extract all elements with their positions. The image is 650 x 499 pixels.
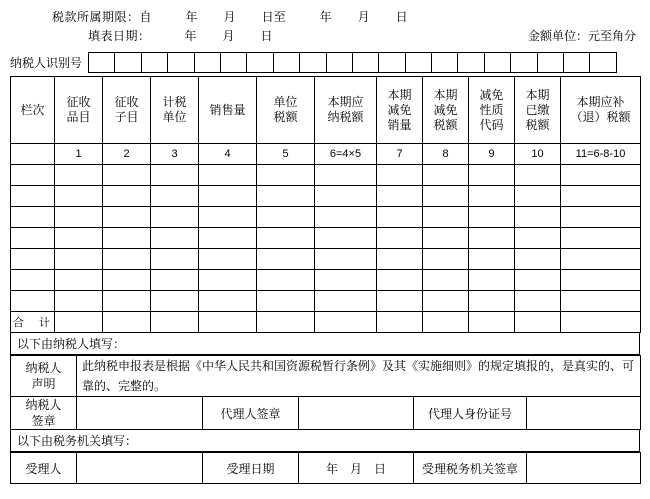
total-cell[interactable] xyxy=(561,312,641,333)
column-number-cell: 7 xyxy=(377,144,423,165)
col-header-4: 销售量 xyxy=(199,77,257,144)
taxpayer-id-cell[interactable] xyxy=(485,53,511,72)
receive-date-label: 受理日期 xyxy=(203,453,299,484)
period-year1-label: 年 xyxy=(185,10,198,24)
taxpayer-id-cell[interactable] xyxy=(458,53,484,72)
col-header-7: 本期 减免 销量 xyxy=(377,77,423,144)
table-cell[interactable] xyxy=(469,228,515,249)
col-header-6: 本期应 纳税额 xyxy=(315,77,377,144)
col-header-9: 减免 性质 代码 xyxy=(469,77,515,144)
form-header xyxy=(10,8,640,50)
column-number-cell: 2 xyxy=(103,144,151,165)
col-header-1: 征收 品目 xyxy=(55,77,103,144)
table-cell[interactable] xyxy=(515,186,561,207)
period-year2-label: 年 xyxy=(319,10,332,24)
table-cell[interactable] xyxy=(423,228,469,249)
table-cell[interactable] xyxy=(515,207,561,228)
table-cell[interactable] xyxy=(469,249,515,270)
column-number-cell: 5 xyxy=(257,144,315,165)
table-cell[interactable] xyxy=(55,249,103,270)
table-cell[interactable] xyxy=(561,228,641,249)
fill-day-label: 日 xyxy=(260,29,273,43)
authority-section-note: 以下由税务机关填写： xyxy=(10,430,640,452)
total-cell[interactable] xyxy=(151,312,199,333)
table-cell[interactable] xyxy=(561,249,641,270)
table-cell[interactable] xyxy=(55,291,103,312)
receive-authority-label: 受理税务机关签章 xyxy=(414,453,527,484)
table-cell[interactable] xyxy=(55,207,103,228)
total-label: 合 计 xyxy=(11,312,55,333)
table-cell[interactable] xyxy=(423,249,469,270)
col-header-11: 本期应补 （退）税额 xyxy=(561,77,641,144)
table-cell[interactable] xyxy=(257,228,315,249)
table-cell[interactable] xyxy=(257,165,315,186)
agent-id-label: 代理人身份证号 xyxy=(414,397,527,430)
receive-date-field[interactable]: 年 月 日 xyxy=(299,453,414,484)
total-cell[interactable] xyxy=(377,312,423,333)
table-cell[interactable] xyxy=(315,249,377,270)
receiver-label: 受理人 xyxy=(11,453,77,484)
total-cell[interactable] xyxy=(257,312,315,333)
table-cell[interactable] xyxy=(377,291,423,312)
table-cell[interactable] xyxy=(103,249,151,270)
taxpayer-id-cell[interactable] xyxy=(142,53,168,72)
taxpayer-id-cell[interactable] xyxy=(168,53,194,72)
table-cell[interactable] xyxy=(151,186,199,207)
table-cell[interactable] xyxy=(103,228,151,249)
table-cell[interactable] xyxy=(199,291,257,312)
table-cell[interactable] xyxy=(315,270,377,291)
total-cell[interactable] xyxy=(515,312,561,333)
total-row xyxy=(11,312,641,333)
table-cell[interactable] xyxy=(469,165,515,186)
table-cell[interactable] xyxy=(423,165,469,186)
table-cell[interactable] xyxy=(423,291,469,312)
table-cell[interactable] xyxy=(561,186,641,207)
table-row xyxy=(11,249,641,270)
table-cell[interactable] xyxy=(151,291,199,312)
column-number-cell: 3 xyxy=(151,144,199,165)
col-header-10: 本期 已缴 税额 xyxy=(515,77,561,144)
table-cell[interactable] xyxy=(423,186,469,207)
col-header-5: 单位 税额 xyxy=(257,77,315,144)
table-cell[interactable] xyxy=(469,291,515,312)
column-number-cell xyxy=(11,144,55,165)
table-row xyxy=(11,270,641,291)
table-cell[interactable] xyxy=(151,207,199,228)
taxpayer-section-note: 以下由纳税人填写： xyxy=(10,333,640,355)
period-label: 税款所属期限： xyxy=(52,10,140,24)
table-cell[interactable] xyxy=(377,165,423,186)
table-row xyxy=(11,207,641,228)
fill-date-label: 填表日期： xyxy=(88,29,151,43)
table-cell[interactable] xyxy=(257,249,315,270)
table-cell[interactable] xyxy=(561,291,641,312)
table-cell[interactable] xyxy=(315,228,377,249)
receiver-field[interactable] xyxy=(77,453,203,484)
column-number-cell: 10 xyxy=(515,144,561,165)
table-cell[interactable] xyxy=(11,165,55,186)
column-number-cell: 8 xyxy=(423,144,469,165)
taxpayer-id-label: 纳税人识别号 xyxy=(10,56,83,70)
table-cell[interactable] xyxy=(377,249,423,270)
table-cell[interactable] xyxy=(199,228,257,249)
table-cell[interactable] xyxy=(199,186,257,207)
column-number-row xyxy=(11,144,641,165)
period-day2-label: 日 xyxy=(395,10,408,24)
taxpayer-id-cell[interactable] xyxy=(353,53,379,72)
period-row xyxy=(10,8,640,27)
taxpayer-id-cell[interactable] xyxy=(379,53,405,72)
agent-signature-field[interactable] xyxy=(299,397,414,430)
table-row xyxy=(11,186,641,207)
fill-date-row xyxy=(10,27,640,46)
table-cell[interactable] xyxy=(151,270,199,291)
receive-authority-field[interactable] xyxy=(527,453,641,484)
table-cell[interactable] xyxy=(11,291,55,312)
declaration-row xyxy=(11,356,641,397)
total-cell[interactable] xyxy=(315,312,377,333)
table-row xyxy=(11,165,641,186)
period-month2-label: 月 xyxy=(357,10,370,24)
taxpayer-id-cell[interactable] xyxy=(247,53,273,72)
col-header-3: 计税 单位 xyxy=(151,77,199,144)
table-cell[interactable] xyxy=(11,186,55,207)
table-cell[interactable] xyxy=(11,270,55,291)
total-cell[interactable] xyxy=(103,312,151,333)
table-cell[interactable] xyxy=(103,270,151,291)
agent-signature-label: 代理人签章 xyxy=(203,397,299,430)
table-cell[interactable] xyxy=(103,186,151,207)
taxpayer-id-cell[interactable] xyxy=(327,53,353,72)
table-cell[interactable] xyxy=(469,207,515,228)
total-cell[interactable] xyxy=(199,312,257,333)
table-cell[interactable] xyxy=(55,228,103,249)
table-cell[interactable] xyxy=(377,270,423,291)
table-cell[interactable] xyxy=(199,207,257,228)
table-cell[interactable] xyxy=(257,186,315,207)
taxpayer-id-cell[interactable] xyxy=(432,53,458,72)
taxpayer-id-cell[interactable] xyxy=(538,53,564,72)
table-cell[interactable] xyxy=(515,249,561,270)
table-cell[interactable] xyxy=(469,270,515,291)
table-cell[interactable] xyxy=(151,249,199,270)
taxpayer-id-cell[interactable] xyxy=(406,53,432,72)
table-cell[interactable] xyxy=(199,249,257,270)
column-number-cell: 6=4×5 xyxy=(315,144,377,165)
fill-month-label: 月 xyxy=(222,29,235,43)
agent-id-field[interactable] xyxy=(527,397,641,430)
table-cell[interactable] xyxy=(515,270,561,291)
taxpayer-id-input[interactable] xyxy=(88,52,617,73)
table-cell[interactable] xyxy=(55,270,103,291)
column-number-cell: 1 xyxy=(55,144,103,165)
table-cell[interactable] xyxy=(515,165,561,186)
table-row xyxy=(11,228,641,249)
table-cell[interactable] xyxy=(151,228,199,249)
taxpayer-id-cell[interactable] xyxy=(89,53,115,72)
declaration-text: 此纳税申报表是根据《中华人民共和国资源税暂行条例》及其《实施细则》的规定填报的，是真实的、可靠的、完整的。 xyxy=(77,356,641,397)
taxpayer-id-cell[interactable] xyxy=(115,53,141,72)
amount-unit-label: 金额单位：元至角分 xyxy=(527,29,636,43)
table-cell[interactable] xyxy=(377,186,423,207)
table-cell[interactable] xyxy=(11,207,55,228)
taxpayer-id-cell[interactable] xyxy=(590,53,616,72)
table-cell[interactable] xyxy=(199,270,257,291)
table-cell[interactable] xyxy=(199,165,257,186)
column-number-cell: 11=6-8-10 xyxy=(561,144,641,165)
col-header-2: 征收 子目 xyxy=(103,77,151,144)
taxpayer-declaration-table xyxy=(10,355,641,430)
table-cell[interactable] xyxy=(55,165,103,186)
taxpayer-id-cell[interactable] xyxy=(300,53,326,72)
table-cell[interactable] xyxy=(11,228,55,249)
taxpayer-id-cell[interactable] xyxy=(221,53,247,72)
total-cell[interactable] xyxy=(469,312,515,333)
period-from-label: 自 xyxy=(139,10,152,24)
table-cell[interactable] xyxy=(103,291,151,312)
authority-row xyxy=(11,453,641,484)
authority-table xyxy=(10,452,641,484)
table-cell[interactable] xyxy=(11,249,55,270)
taxpayer-signature-label: 纳税人 签章 xyxy=(11,397,77,430)
table-cell[interactable] xyxy=(515,228,561,249)
table-cell[interactable] xyxy=(423,207,469,228)
taxpayer-id-cell[interactable] xyxy=(195,53,221,72)
table-cell[interactable] xyxy=(151,165,199,186)
taxpayer-id-cell[interactable] xyxy=(564,53,590,72)
tax-items-table xyxy=(10,76,641,333)
table-cell[interactable] xyxy=(469,186,515,207)
total-cell[interactable] xyxy=(55,312,103,333)
taxpayer-signature-field[interactable] xyxy=(77,397,203,430)
table-cell[interactable] xyxy=(315,207,377,228)
table-body xyxy=(11,144,641,333)
table-cell[interactable] xyxy=(515,291,561,312)
table-cell[interactable] xyxy=(377,228,423,249)
declaration-label: 纳税人 声明 xyxy=(11,356,77,397)
table-cell[interactable] xyxy=(315,186,377,207)
signature-row xyxy=(11,397,641,430)
table-row xyxy=(11,291,641,312)
col-header-8: 本期 减免 税额 xyxy=(423,77,469,144)
table-cell[interactable] xyxy=(561,270,641,291)
col-header-0: 栏次 xyxy=(11,77,55,144)
table-cell[interactable] xyxy=(377,207,423,228)
table-cell[interactable] xyxy=(561,207,641,228)
period-month1-label: 月 xyxy=(223,10,236,24)
table-cell[interactable] xyxy=(423,270,469,291)
taxpayer-id-row xyxy=(10,52,640,73)
period-day1-label: 日至 xyxy=(261,10,286,24)
table-cell[interactable] xyxy=(257,291,315,312)
table-cell[interactable] xyxy=(257,270,315,291)
column-number-cell: 9 xyxy=(469,144,515,165)
table-cell[interactable] xyxy=(103,207,151,228)
table-cell[interactable] xyxy=(55,186,103,207)
taxpayer-id-cell[interactable] xyxy=(274,53,300,72)
column-number-cell: 4 xyxy=(199,144,257,165)
table-cell[interactable] xyxy=(561,165,641,186)
fill-year-label: 年 xyxy=(184,29,197,43)
table-cell[interactable] xyxy=(315,291,377,312)
table-cell[interactable] xyxy=(315,165,377,186)
taxpayer-id-cell[interactable] xyxy=(511,53,537,72)
table-cell[interactable] xyxy=(257,207,315,228)
total-cell[interactable] xyxy=(423,312,469,333)
table-cell[interactable] xyxy=(103,165,151,186)
table-header-row xyxy=(11,77,641,144)
